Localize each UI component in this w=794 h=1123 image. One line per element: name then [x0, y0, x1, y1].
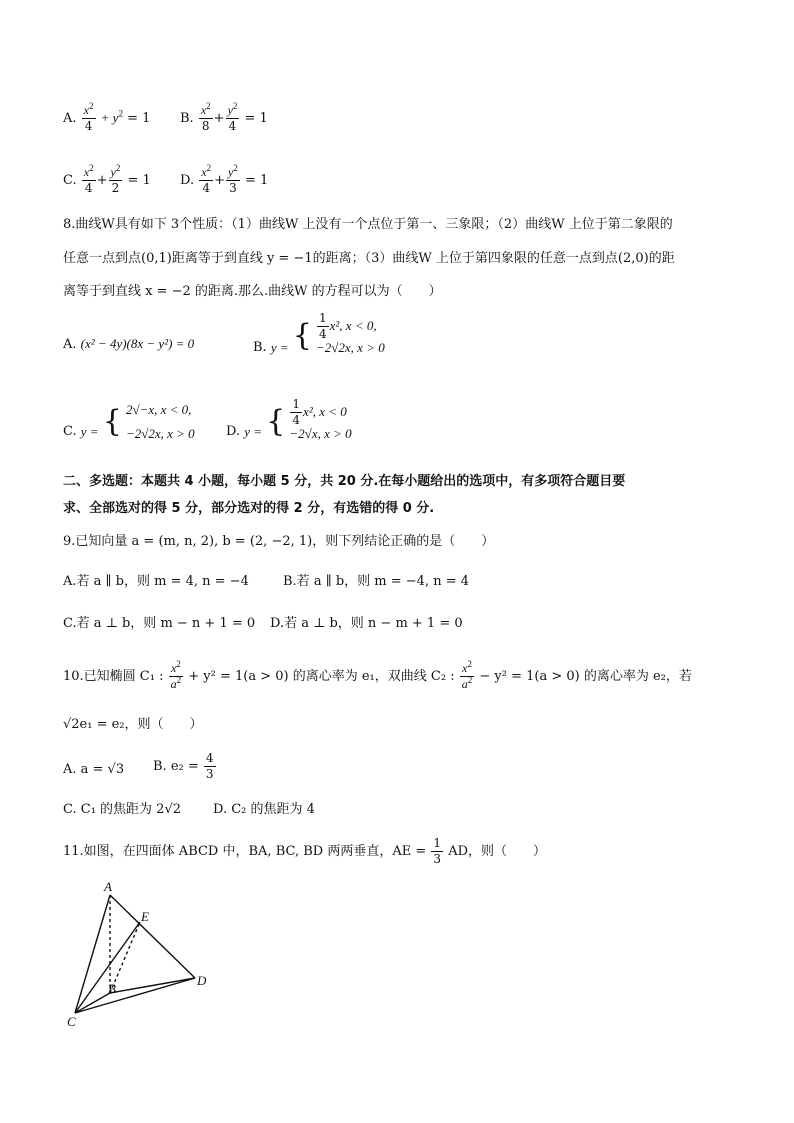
vertex-label-c: C: [67, 1014, 76, 1029]
q8-option-c: C. y = { 2√−x, x < 0, −2√2x, x > 0: [63, 402, 195, 441]
q8-option-a: A. (x² − 4y)(8x − y²) = 0: [63, 336, 195, 352]
brace-icon: {: [266, 404, 286, 439]
edge-ad: [110, 895, 195, 978]
segment-ce: [75, 922, 140, 1013]
q8-stem-line-3: 离等于到直线 x = −2 的距离.那么.曲线W 的方程可以为（ ）: [63, 284, 442, 299]
q10-option-b: B. e₂ = $\frac{4}{3}$: [153, 751, 214, 782]
q9-option-a: A.若 a ∥ b，则 m = 4, n = −4: [63, 574, 249, 589]
q7-option-d: D. $\frac{x^2}{4}$ + $\frac{y^2}{3}$ = 1: [180, 163, 269, 196]
q8-stem-line-2: 任意一点到点(0,1)距离等于到直线 y = −1的距离；（3）曲线W 上位于第四象限的任意一点到点(2,0)的距: [63, 251, 675, 266]
q8-stem-line-1: 8.曲线W具有如下 3个性质：（1）曲线W 上没有一个点位于第一、三象限；（2）曲线W 上位于第二象限的: [63, 217, 673, 232]
edge-cd: [75, 978, 195, 1013]
brace-icon: {: [292, 318, 312, 353]
tetrahedron-figure: [60, 875, 220, 1030]
q8-option-d: D. y = { $\frac{1}{4}$ x², x < 0 −2√x, x > 0: [226, 397, 352, 441]
vertex-label-b: B: [108, 981, 116, 996]
q10-option-a: A. a = √3: [63, 762, 125, 777]
q10-option-c: C. C₁ 的焦距为 2√2: [63, 802, 181, 817]
q9-option-b: B.若 a ∥ b，则 m = −4, n = 4: [283, 574, 470, 589]
q10-condition: √2e₁ = e₂，则（ ）: [63, 717, 203, 732]
vertex-label-d: D: [197, 973, 207, 988]
q7-option-c: C. $\frac{x^2}{4}$ + $\frac{y^2}{2}$ = 1: [63, 163, 151, 196]
section-2-heading-line-1: 二、多选题：本题共 4 小题，每小题 5 分，共 20 分.在每小题给出的选项中，有多项符合题目要: [63, 474, 626, 489]
brace-icon: {: [102, 404, 122, 439]
q10-stem: 10.已知椭圆 C₁ : $\frac{x^2}{a^2}$ + y² = 1(a > 0) 的离心率为 e₁，双曲线 C₂ : $\frac{x^2}{a^2}$ − y² = 1(a > 0) 的离心率为 e₂，若: [63, 659, 692, 692]
section-2-heading-line-2: 求、全部选对的得 5 分，部分选对的得 2 分，有选错的得 0 分.: [63, 501, 435, 516]
vertex-label-a: A: [104, 879, 112, 894]
q7-option-b: B. $\frac{x^2}{8}$ + $\frac{y^2}{4}$ = 1: [180, 101, 268, 134]
q9-option-d: D.若 a ⊥ b，则 n − m + 1 = 0: [270, 616, 463, 631]
q11-stem: 11.如图，在四面体 ABCD 中，BA, BC, BD 两两垂直，AE = $\frac{1}{3}$ AD，则（ ）: [63, 836, 546, 867]
q8-option-b: B. y = { $\frac{1}{4}$ x², x < 0, −2√2x, x > 0: [253, 311, 385, 355]
q9-option-c: C.若 a ⊥ b，则 m − n + 1 = 0: [63, 616, 256, 631]
q7-option-a: A. $\frac{x^2}{4}$ + $y^2 = 1$: [63, 101, 151, 134]
q9-stem: 9.已知向量 a = (m, n, 2), b = (2, −2, 1)，则下列结论正确的是（ ）: [63, 534, 495, 549]
q10-option-d: D. C₂ 的焦距为 4: [213, 802, 315, 817]
vertex-label-e: E: [141, 909, 149, 924]
